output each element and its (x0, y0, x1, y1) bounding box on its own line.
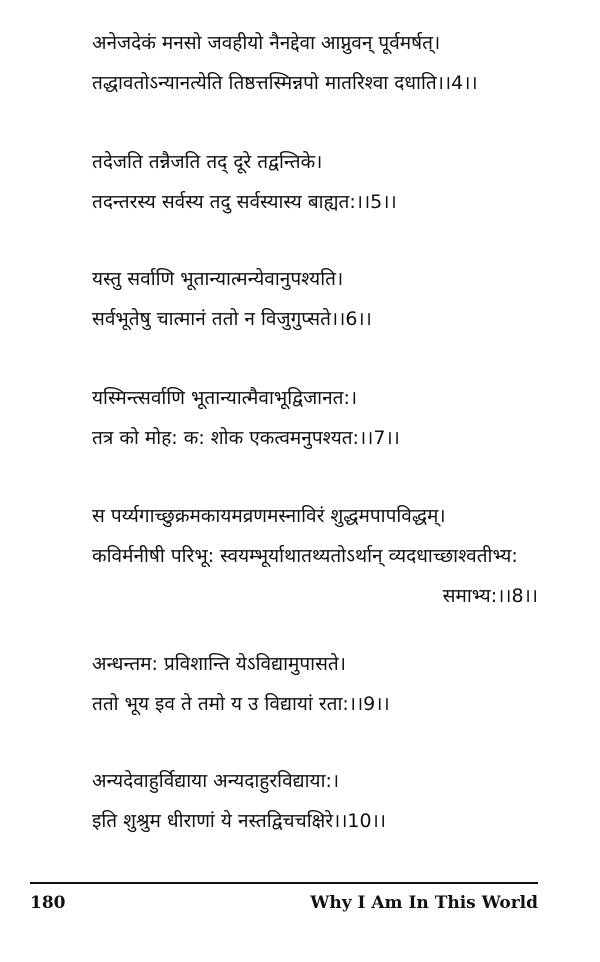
verse-7-line-1: यस्मिन्त्सर्वाणि भूतान्यात्मैवाभूद्विजानत:। (92, 387, 358, 409)
verse-5 (92, 151, 552, 231)
verse-6-line-1: यस्तु सर्वाणि भूतान्यात्मन्येवानुपश्यति। (92, 268, 344, 290)
footer-divider (30, 882, 538, 884)
verse-7-line-2: तत्र को मोह: क: शोक एकत्वमनुपश्यत:।।7।। (92, 427, 400, 449)
verse-9-line-2: ततो भूय इव ते तमो य उ विद्यायां रता:।।9।। (92, 693, 390, 715)
verse-8-line-2: कविर्मनीषी परिभू: स्वयम्भूर्याथातथ्यतोऽर्थान् व्यदधाच्छाश्वतीभ्य: (92, 545, 518, 567)
running-title: Why I Am In This World (310, 893, 538, 913)
verse-7 (92, 387, 552, 467)
verse-9-line-1: अन्धन्तम: प्रविशान्ति येऽविद्यामुपासते। (92, 653, 346, 675)
verse-10 (92, 770, 552, 850)
page-number: 180 (30, 893, 66, 913)
verse-6 (92, 268, 552, 348)
verse-8-line-1: स पर्य्यगाच्छुक्रमकायमव्रणमस्नाविरं शुद्धमपापविद्धम्। (92, 505, 446, 527)
verse-4-line-2: तद्धावतोऽन्यानत्येति तिष्ठत्तस्मिन्नपो मातरिश्वा दधाति।।4।। (92, 72, 478, 94)
verse-8-continuation: समाभ्य:।।8।। (442, 585, 538, 607)
verse-5-line-1: तदेजति तन्नैजति तद् दूरे तद्वन्तिके। (92, 151, 323, 173)
verse-10-line-1: अन्यदेवाहुर्विद्याया अन्यदाहुरविद्याया:। (92, 770, 340, 792)
verse-8 (92, 505, 552, 625)
verse-4 (92, 32, 552, 112)
verse-6-line-2: सर्वभूतेषु चात्मानं ततो न विजुगुप्सते।।6।। (92, 308, 372, 330)
verse-10-line-2: इति शुश्रुम धीराणां ये नस्तद्विचचक्षिरे।।10।। (92, 810, 386, 832)
verse-5-line-2: तदन्तरस्य सर्वस्य तदु सर्वस्यास्य बाह्यत:।।5।। (92, 191, 397, 213)
verse-9 (92, 653, 552, 733)
verse-4-line-1: अनेजदेकं मनसो जवहीयो नैनद्देवा आप्नुवन् पूर्वमर्षत्। (92, 32, 441, 54)
